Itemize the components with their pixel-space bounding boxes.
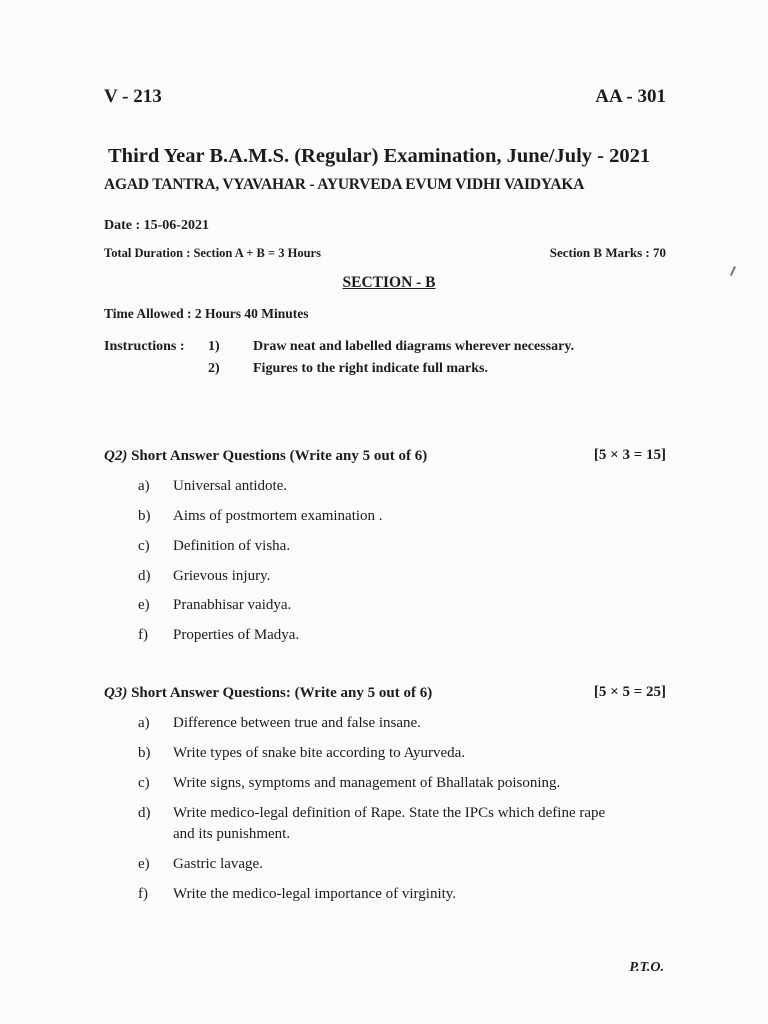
instructions-label: Instructions :: [104, 339, 185, 354]
item-letter: b): [138, 745, 151, 761]
question-title: Short Answer Questions (Write any 5 out of 6): [131, 448, 428, 464]
time-allowed: Time Allowed : 2 Hours 40 Minutes: [104, 306, 309, 321]
item-letter: c): [138, 538, 150, 554]
item-letter: a): [138, 715, 150, 731]
question-heading: [104, 685, 432, 702]
subject-title: AGAD TANTRA, VYAVAHAR - AYURVEDA EVUM VIDHI VAIDYAKA: [104, 176, 585, 193]
paper-code-left: V - 213: [104, 86, 162, 107]
item-text: Write signs, symptoms and management of Bhallatak poisoning.: [173, 775, 561, 791]
item-text: Write types of snake bite according to Ayurveda.: [173, 745, 466, 761]
paper-code-right: AA - 301: [595, 86, 666, 107]
section-heading: [0, 274, 768, 292]
question-number: Q3): [104, 685, 128, 701]
item-letter: f): [138, 627, 148, 643]
item-text-continuation: and its punishment.: [173, 826, 291, 842]
item-letter: c): [138, 775, 150, 791]
total-duration: Total Duration : Section A + B = 3 Hours: [104, 246, 321, 260]
item-text: Write the medico-legal importance of virginity.: [173, 886, 457, 902]
question-marks: [5 × 5 = 25]: [593, 684, 666, 700]
item-text: Write medico-legal definition of Rape. State the IPCs which define rape: [173, 805, 606, 821]
question-number: Q2): [104, 448, 128, 464]
instruction-number: 2): [208, 361, 220, 376]
pto-note: P.T.O.: [629, 960, 664, 975]
item-text: Grievous injury.: [173, 568, 271, 584]
item-text: Difference between true and false insane.: [173, 715, 421, 731]
item-text: Aims of postmortem examination .: [173, 508, 383, 524]
question-marks: [5 × 3 = 15]: [593, 447, 666, 463]
question-heading: [104, 448, 427, 465]
item-text: Properties of Madya.: [173, 627, 300, 643]
item-text: Pranabhisar vaidya.: [173, 597, 292, 613]
item-letter: f): [138, 886, 148, 902]
instruction-number: 1): [208, 339, 220, 354]
item-letter: e): [138, 597, 150, 613]
item-text: Universal antidote.: [173, 478, 288, 494]
item-text: Gastric lavage.: [173, 856, 263, 872]
instruction-text: Draw neat and labelled diagrams wherever necessary.: [253, 339, 575, 354]
instruction-text: Figures to the right indicate full marks.: [253, 361, 489, 376]
item-letter: b): [138, 508, 151, 524]
item-text: Definition of visha.: [173, 538, 291, 554]
exam-title: Third Year B.A.M.S. (Regular) Examination, June/July - 2021: [108, 145, 651, 167]
item-letter: d): [138, 805, 151, 821]
item-letter: d): [138, 568, 151, 584]
item-letter: e): [138, 856, 150, 872]
question-title: Short Answer Questions: (Write any 5 out of 6): [131, 685, 433, 701]
exam-date: Date : 15-06-2021: [104, 218, 209, 233]
section-marks: Section B Marks : 70: [549, 245, 666, 260]
section-title: SECTION - B: [342, 274, 436, 291]
item-letter: a): [138, 478, 150, 494]
